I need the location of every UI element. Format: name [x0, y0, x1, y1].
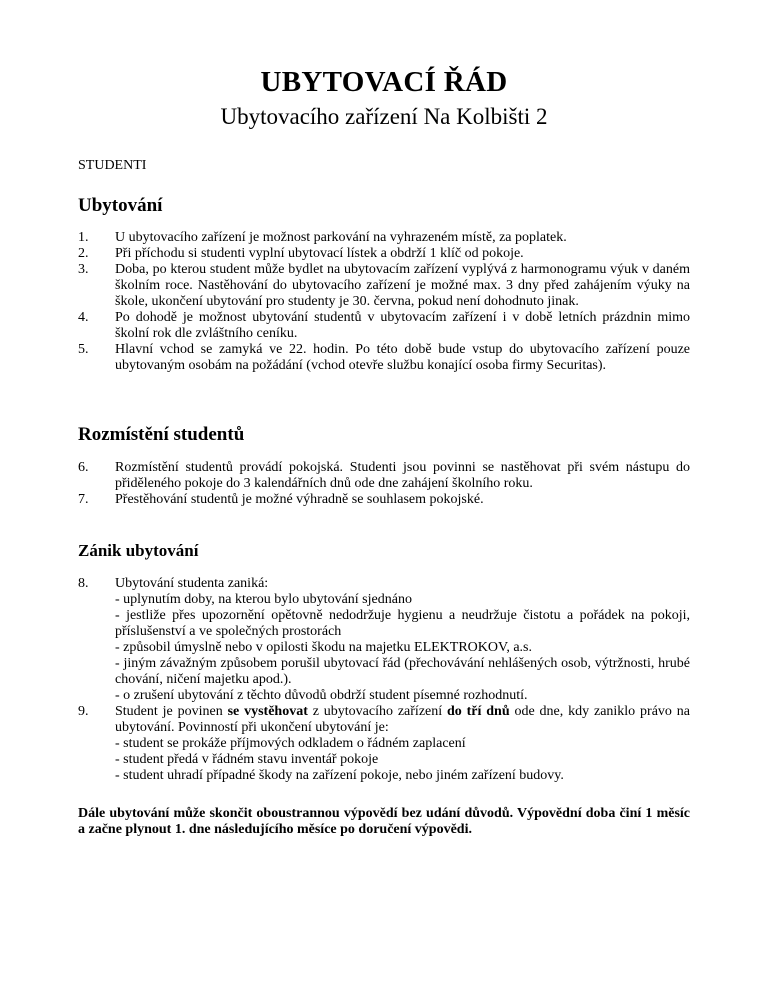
text-run: Student je povinen	[115, 704, 228, 719]
item-line: - jiným závažným způsobem porušil ubytovací řád (přechovávání nehlášených osob, výtržnosti, hrubé chování, ničení majetku apod.).	[115, 656, 690, 687]
item-line	[115, 704, 690, 736]
text-run: ode dne, kdy zaniklo právo na ubytování. Povinností při ukončení ubytování je:	[115, 704, 690, 735]
item-line: - uplynutím doby, na kterou bylo ubytování sjednáno	[115, 592, 412, 607]
text-run: z ubytovacího zařízení	[307, 704, 447, 719]
item-text: U ubytovacího zařízení je možnost parkování na vyhrazeném místě, za poplatek.	[115, 230, 567, 245]
item-line: - o zrušení ubytování z těchto důvodů obdrží student písemné rozhodnutí.	[115, 688, 528, 703]
item-line: - student předá v řádném stavu inventář pokoje	[115, 752, 379, 767]
item-text: Rozmístění studentů provádí pokojská. Studenti jsou povinni se nastěhovat při svém nástupu do přiděleného pokoje do 3 kalendářních dnů ode dne zahájení školního roku.	[115, 460, 690, 491]
section-list-ubytovani	[78, 230, 690, 374]
item-text: Přestěhování studentů je možné výhradně se souhlasem pokojské.	[115, 492, 484, 507]
section-list-zanik	[78, 576, 690, 784]
item-number: 9.	[78, 704, 89, 719]
item-number: 6.	[78, 460, 89, 475]
item-line: - student se prokáže příjmových odkladem o řádném zaplacení	[115, 736, 466, 751]
list-item	[78, 492, 690, 508]
list-item	[78, 576, 690, 704]
section-list-rozmisteni	[78, 460, 690, 508]
list-item	[78, 310, 690, 342]
list-item	[78, 460, 690, 492]
item-number: 4.	[78, 310, 89, 325]
item-number: 1.	[78, 230, 89, 245]
audience-label: STUDENTI	[78, 158, 147, 173]
item-text	[115, 704, 690, 784]
closing-note: Dále ubytování může skončit oboustrannou výpovědí bez udání důvodů. Výpovědní doba činí 1 měsíc a začne plynout 1. dne následujícího měsíce po doručení výpovědi.	[78, 806, 690, 837]
item-line: Ubytování studenta zaniká:	[115, 576, 269, 591]
item-line: - student uhradí případné škody na zařízení pokoje, nebo jiném zařízení budovy.	[115, 768, 564, 783]
page-subtitle: Ubytovacího zařízení Na Kolbišti 2	[220, 104, 548, 129]
page-title: UBYTOVACÍ ŘÁD	[260, 66, 508, 98]
item-text	[115, 576, 690, 704]
item-text: Doba, po kterou student může bydlet na ubytovacím zařízení vyplývá z harmonogramu výuk v daném školním roce. Nastěhování do ubytovacího zařízení je možné max. 3 dny před zahájením výuky na škole, ukončení ubytování pro studenty je 30. června, pokud není dohodnuto jinak.	[115, 262, 690, 309]
item-number: 8.	[78, 576, 89, 591]
item-text: Při příchodu si studenti vyplní ubytovací lístek a obdrží 1 klíč od pokoje.	[115, 246, 524, 261]
list-item	[78, 230, 690, 246]
emphasis-text: do tří dnů	[447, 704, 510, 719]
list-item	[78, 246, 690, 262]
item-number: 7.	[78, 492, 89, 507]
item-number: 2.	[78, 246, 89, 261]
item-text: Hlavní vchod se zamyká ve 22. hodin. Po této době bude vstup do ubytovacího zařízení pouze ubytovaným osobám na požádání (vchod otevře službu konající osoba firmy Securitas).	[115, 342, 690, 373]
list-item	[78, 342, 690, 374]
item-number: 5.	[78, 342, 89, 357]
item-text: Po dohodě je možnost ubytování studentů v ubytovacím zařízení i v době letních prázdnin mimo školní rok dle zvláštního ceníku.	[115, 310, 690, 341]
item-number: 3.	[78, 262, 89, 277]
emphasis-text: se vystěhovat	[227, 704, 308, 719]
section-heading-zanik: Zánik ubytování	[78, 541, 199, 560]
section-heading-rozmisteni: Rozmístění studentů	[78, 424, 245, 445]
item-line: - jestliže přes upozornění opětovně nedodržuje hygienu a neudržuje čistotu a pořádek na pokoji, příslušenství a ve společných prostorách	[115, 608, 690, 639]
item-line: - způsobil úmyslně nebo v opilosti škodu na majetku ELEKTROKOV, a.s.	[115, 640, 532, 655]
list-item	[78, 704, 690, 784]
section-heading-ubytovani: Ubytování	[78, 195, 163, 216]
list-item	[78, 262, 690, 310]
